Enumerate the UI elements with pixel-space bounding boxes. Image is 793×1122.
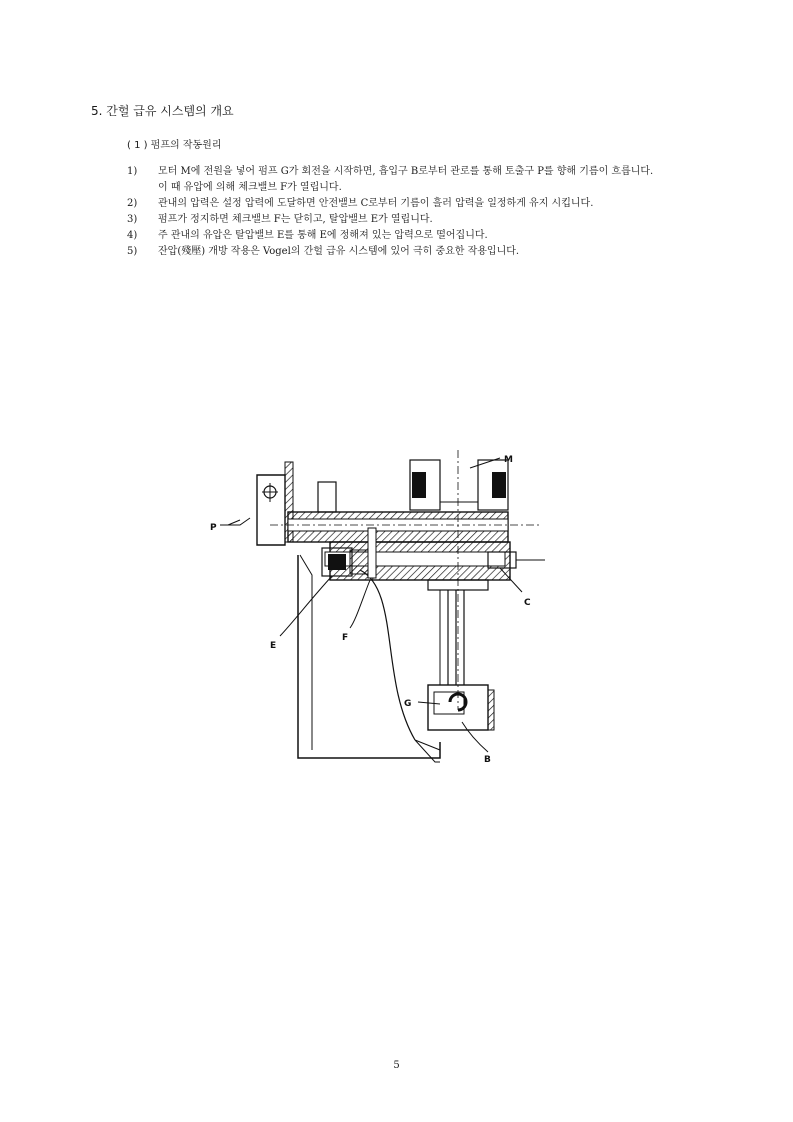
item-text: 잔압(殘壓) 개방 작용은 Vogel의 간헐 급유 시스템에 있어 극히 중요한 작용입니다. xyxy=(158,246,520,257)
list-item xyxy=(127,244,727,260)
label-m: M xyxy=(504,455,513,465)
item-number: 3) xyxy=(127,214,138,225)
list-item xyxy=(127,164,727,196)
item-number: 4) xyxy=(127,230,138,241)
subsection-title: ( 1 ) 펌프의 작동원리 xyxy=(127,140,222,151)
label-p: P xyxy=(210,523,217,533)
item-line: 모터 M에 전원을 넣어 펌프 G가 회전을 시작하면, 흡입구 B로부터 관로를 통해 토출구 P를 향해 기름이 흐릅니다. xyxy=(158,166,654,177)
item-text xyxy=(158,164,727,196)
item-number: 5) xyxy=(127,246,138,257)
label-g: G xyxy=(404,699,412,709)
list-item xyxy=(127,228,727,244)
page-number: 5 xyxy=(393,1060,400,1071)
item-text: 관내의 압력은 설정 압력에 도달하면 안전밸브 C로부터 기름이 흘러 압력을 일정하게 유지 시킵니다. xyxy=(158,198,594,209)
list-item xyxy=(127,212,727,228)
label-f: F xyxy=(342,633,349,643)
item-line: 이 때 유압에 의해 체크밸브 F가 열립니다. xyxy=(158,182,342,193)
item-text: 주 관내의 유압은 탈압밸브 E를 통해 E에 정해져 있는 압력으로 떨어집니다. xyxy=(158,230,488,241)
label-c: C xyxy=(524,598,531,608)
section-title: 5. 간헐 급유 시스템의 개요 xyxy=(91,104,234,118)
label-e: E xyxy=(270,641,277,651)
item-number: 2) xyxy=(127,198,138,209)
procedure-list xyxy=(127,164,727,260)
pump-cross-section-drawing xyxy=(200,440,600,800)
item-number: 1) xyxy=(127,166,138,177)
pump-diagram xyxy=(200,440,600,800)
item-text: 펌프가 정지하면 체크밸브 F는 닫히고, 탈압밸브 E가 열립니다. xyxy=(158,214,433,225)
list-item xyxy=(127,196,727,212)
label-b: B xyxy=(484,755,491,765)
